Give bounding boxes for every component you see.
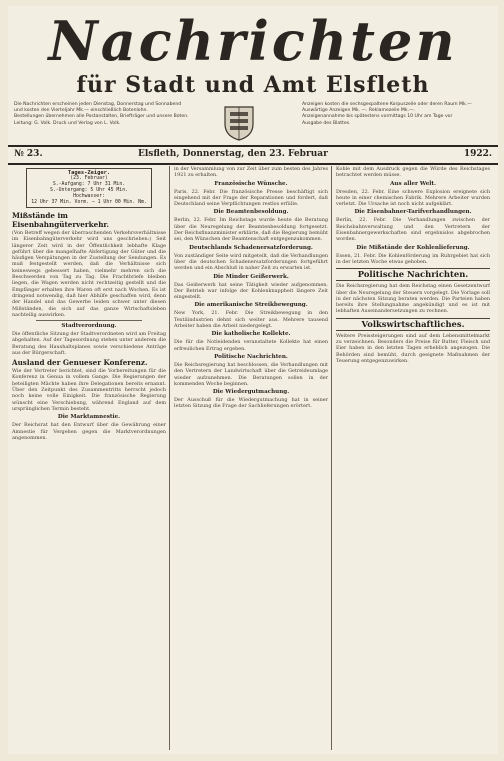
box-line: (23. Februar) bbox=[70, 176, 108, 181]
article-headline: Deutschlands Schadenersatzforderung. bbox=[189, 244, 313, 251]
issue-year: 1922. bbox=[463, 149, 492, 159]
newspaper-title: Nachrichten bbox=[48, 9, 458, 73]
article-text: in der Versammlung von zur Zeit über zum besten des Jahres 1921 zu erhalten. bbox=[174, 166, 328, 179]
info-line: Auswärtige Anzeigen Mk. —. Reklamezeile Mk.—. bbox=[302, 108, 416, 114]
article-text: Der Reichsrat hat den Entwurf über die Gewährung einer Amnestie für Vergehen gegen die Marktverordnungen angenommen. bbox=[12, 422, 166, 441]
article-headline: Politische Nachrichten. bbox=[214, 353, 288, 360]
info-line: Bestellungen übernehmen alle Postanstalten, Briefträger und unsere Boten. bbox=[14, 114, 189, 120]
article-headline: Ausland der Genueser Konferenz. bbox=[12, 358, 148, 368]
masthead-advertising-info bbox=[302, 102, 492, 127]
article-text: Berlin, 22. Febr. Die Verhandlungen zwischen der Reichsbahnverwaltung und den Vertretern der Eisenbahnergewerkschaften sind ergebnislos abgebrochen worden. bbox=[336, 217, 490, 243]
article-text: Die für die Notleidenden veranstaltete Kollekte hat einen erfreulichen Ertrag ergeben. bbox=[174, 339, 328, 352]
bottom-rule bbox=[8, 163, 498, 165]
article-headline: Die Minder Geißerwerk. bbox=[213, 273, 289, 280]
article-text: Berlin, 22. Febr. Im Reichstage wurde heute die Beratung über die Neuregelung der Beamtenbesoldung fortgesetzt. Der Reichsfinanzminister erklärte, daß die Regierung bemüht sei, den Wünschen der Beamtenschaft entgegenzukommen. bbox=[174, 217, 328, 243]
article-text: Der Ausschuß für die Wiedergutmachung hat in seiner letzten Sitzung die Frage der Sachlieferungen erörtert. bbox=[174, 397, 328, 410]
article-text: Dresden, 22. Febr. Eine schwere Explosion ereignete sich heute in einer chemischen Fabrik. Mehrere Arbeiter wurden verletzt. Die Ursache ist noch nicht aufgeklärt. bbox=[336, 188, 490, 208]
article-text: Die Reichsregierung hat dem Reichstag einen Gesetzentwurf über die Neuregelung der Steuern vorgelegt. Die Vorlage soll in der nächsten Sitzung beraten werden. Die Parteien haben bereits ihre Stellungnahme angekündigt und es ist mit lebhaften Auseinandersetzungen zu rechnen. bbox=[336, 283, 490, 315]
info-line: Leitung: G. Volk. Druck und Verlag von L. Volk. bbox=[14, 120, 121, 126]
info-line: Die Nachrichten erscheinen jeden Dienstag, Donnerstag und Sonnabend bbox=[14, 102, 182, 107]
box-line: 12 Uhr 37 Min. Vorm. — 1 Uhr 00 Min. Nm. bbox=[31, 200, 147, 205]
article-headline: Mißstände im Eisenbahngüterverkehr. bbox=[12, 211, 110, 229]
article-headline: Die katholische Kollekte. bbox=[211, 331, 291, 338]
separator bbox=[36, 320, 142, 321]
article-text: Die öffentliche Sitzung der Stadtverordneten wird am Freitag abgehalten. Auf der Tagesordnung stehen unter anderem die Beratung des Haushaltsplanes sowie verschiedene Anträge aus der Bürgerschaft. bbox=[12, 330, 166, 356]
box-line: S.-Untergang: 5 Uhr 45 Min. bbox=[50, 188, 128, 193]
box-title: Tages-Zeiger. bbox=[67, 170, 111, 176]
article-headline: Stadtverordnung. bbox=[61, 322, 117, 329]
tages-zeiger-box bbox=[26, 168, 152, 208]
issue-number: № 23. bbox=[14, 149, 43, 159]
column-divider bbox=[331, 166, 332, 750]
info-line: Anzeigen kosten die sechsgespaltene Korpuszeile oder deren Raum Mk.— bbox=[302, 102, 472, 107]
article-headline: Die Wiedergutmachung. bbox=[212, 389, 290, 396]
article-text: Von zuständiger Seite wird mitgeteilt, daß die Verhandlungen über die deutschen Schadenersatzforderungen fortgeführt werden und ein Abschluß in naher Zeit zu erwarten ist. bbox=[174, 252, 328, 272]
box-line: Hochwasser: bbox=[73, 194, 105, 199]
article-text: Weitere Preissteigerungen sind auf dem Lebensmittelmarkt zu verzeichnen. Besonders die Preise für Butter, Fleisch und Eier haben in den letzten Tagen erheblich angezogen. Die Behörden sind bemüht, durch geeignete Maßnahmen der Teuerung entgegenzuwirken. bbox=[336, 332, 490, 364]
article-headline: Französische Wünsche. bbox=[214, 180, 288, 187]
box-line: S.-Aufgang: 7 Uhr 31 Min. bbox=[52, 182, 126, 187]
newspaper-subtitle: für Stadt und Amt Elsfleth bbox=[76, 72, 430, 98]
column-1 bbox=[12, 166, 166, 750]
article-headline: Aus aller Welt. bbox=[390, 180, 436, 187]
section-headline: Volkswirtschaftliches. bbox=[336, 318, 490, 331]
masthead-subscription-info bbox=[14, 102, 204, 127]
article-text: (Von Betreff wegen der überraschenden Verkehrsverhältnisse im Eisenbahngüterverkehr wird uns geschrieben:) Seit längerer Zeit wird in der Öffentlichkeit lebhafte Klage geführt über die mangelhafte Abfertigung der Güter und die häufigen Verspätungen in der Zustellung der Sendungen. Es muß festgestellt werden, daß die Verhältnisse sich keineswegs gebessert haben, vielmehr mehren sich die Beschwerden von Tag zu Tag. Die Frachtbriefe bleiben liegen, die Wagen werden nicht rechtzeitig gestellt und die Empfänger erhalten ihre Waren oft erst nach Wochen. Es ist dringend notwendig, daß hier Abhilfe geschaffen wird, denn der Handel und das Gewerbe leiden schwer unter diesen Mißständen, die sich auf das ganze Wirtschaftsleben nachteilig auswirken. bbox=[12, 230, 166, 318]
article-headline: Die amerikanische Streikbewegung. bbox=[194, 302, 308, 309]
issue-date: Elsfleth, Donnerstag, den 23. Februar bbox=[138, 149, 328, 159]
dateline bbox=[8, 148, 498, 162]
info-line: und kosten den Vierteljahr Mk.— einschließlich Botenlohn. bbox=[14, 108, 148, 114]
article-text: Kohle mit dem Ausdruck gegen die Würde des Reichstages betrachtet werden müsse. bbox=[336, 166, 490, 179]
coat-of-arms-icon bbox=[222, 104, 256, 142]
info-line: Ausgabe des Blattes. bbox=[302, 120, 351, 126]
article-headline: Die Beamtenbesoldung. bbox=[213, 209, 289, 216]
article-text: New York, 21. Febr. Die Streikbewegung in den Textilindustrien dehnt sich weiter aus. Mehrere tausend Arbeiter haben die Arbeit niedergelegt. bbox=[174, 310, 328, 330]
article-text: Essen, 21. Febr. Die Kohlenförderung im Ruhrgebiet hat sich in der letzten Woche etwas gehoben. bbox=[336, 252, 490, 265]
article-headline: Die Eisenbahner-Tarifverhandlungen. bbox=[354, 209, 472, 216]
info-line: Anzeigenannahme bis spätestens vormittags 10 Uhr am Tage vor bbox=[302, 114, 453, 120]
column-divider bbox=[169, 166, 170, 750]
article-headline: Die Marktamnestie. bbox=[57, 414, 121, 421]
top-rule bbox=[8, 145, 498, 147]
article-text: Paris, 22. Febr. Die französische Presse beschäftigt sich eingehend mit der Frage der Reparationen und fordert, daß Deutschland seine Verpflichtungen restlos erfülle. bbox=[174, 188, 328, 208]
column-3 bbox=[336, 166, 490, 750]
section-headline: Politische Nachrichten. bbox=[336, 268, 490, 281]
article-text: Das Geißerwerk hat seine Tätigkeit wieder aufgenommen. Der Betrieb war infolge der Kohlenknappheit längere Zeit eingestellt. bbox=[174, 281, 328, 301]
column-2 bbox=[174, 166, 328, 750]
article-text: Wie der Vertreter berichtet, sind die Vorbereitungen für die Konferenz in Genua in vollem Gange. Die Regierungen der beteiligten Mächte haben ihre Delegationen bereits ernannt. Über den Zeitpunkt des Zusammentritts herrscht jedoch noch keine volle Einigkeit. Die französische Regierung wünscht eine Verschiebung, während England auf dem ursprünglichen Termin besteht. bbox=[12, 368, 166, 412]
article-text: Die Reichsregierung hat beschlossen, die Verhandlungen mit den Vertretern der Landwirtschaft über die Getreideumlage wieder aufzunehmen. Die Beratungen sollen in der kommenden Woche beginnen. bbox=[174, 361, 328, 387]
article-headline: Die Mißstände der Kohlenlieferung. bbox=[356, 244, 470, 251]
newspaper-page bbox=[8, 6, 498, 754]
